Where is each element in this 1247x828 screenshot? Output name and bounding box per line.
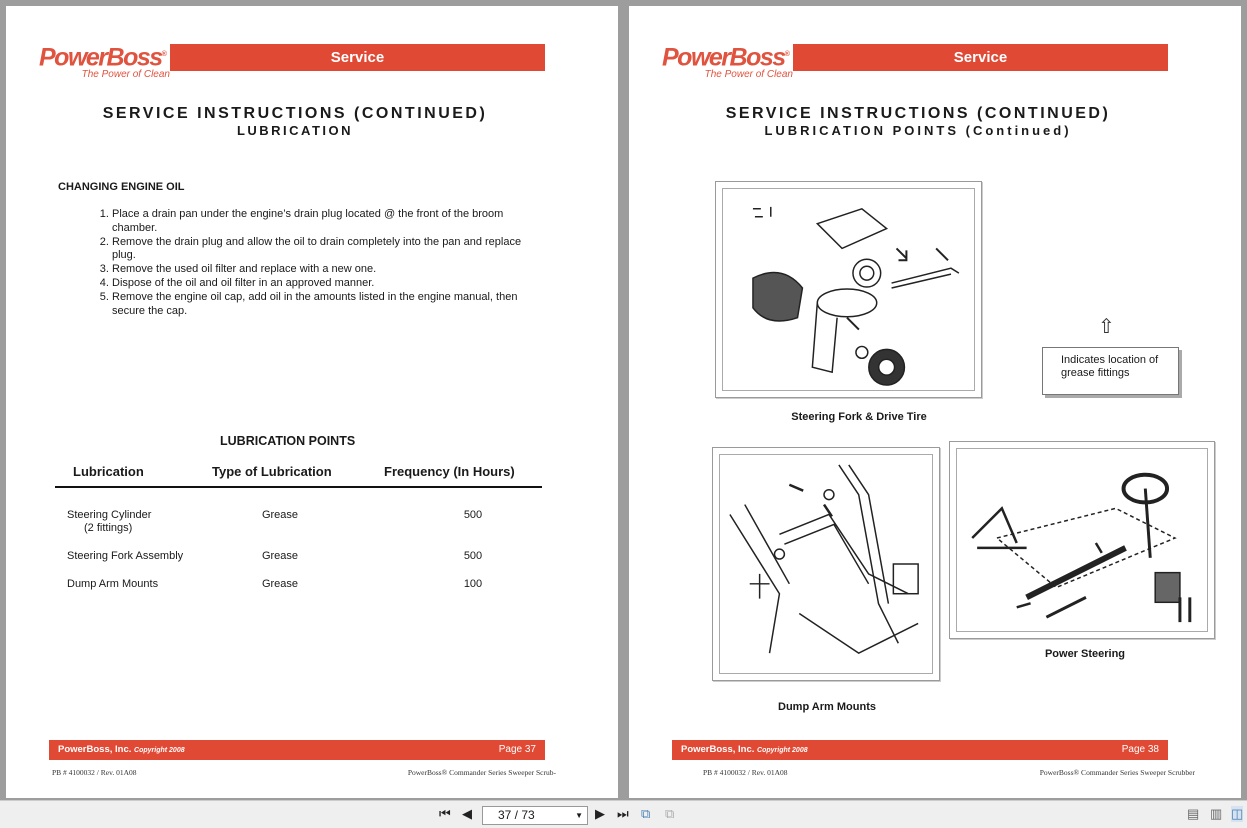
table-title: LUBRICATION POINTS <box>220 434 356 448</box>
page-37 <box>6 6 618 798</box>
page-number: Page 37 <box>498 744 536 755</box>
powerboss-logo: PowerBoss® The Power of Clean <box>39 43 170 81</box>
cell-note: (2 fittings) <box>84 522 133 534</box>
page-selector[interactable] <box>482 806 588 825</box>
page-title: SERVICE INSTRUCTIONS (CONTINUED) <box>102 105 488 122</box>
step: 1. Place a drain pan under the engine’s drain plug located @ the front of the broom chamber. <box>112 208 542 236</box>
footer-company: PowerBoss, Inc. <box>58 744 132 755</box>
column-header: Lubrication <box>73 464 144 479</box>
page-subtitle: LUBRICATION POINTS (Continued) <box>764 123 1072 138</box>
legend-box: Indicates location of grease fittings <box>1042 347 1179 395</box>
column-header: Frequency (In Hours) <box>384 464 515 479</box>
footer-copyright: Copyright 2008 <box>134 747 185 754</box>
first-page-icon[interactable]: ⏮ <box>439 806 451 821</box>
cell-frequency: 100 <box>463 578 483 590</box>
table-divider <box>55 486 542 488</box>
next-page-icon[interactable]: ▶ <box>595 806 605 821</box>
column-header: Type of Lubrication <box>212 464 332 479</box>
cell-item: Steering Fork Assembly <box>67 550 184 562</box>
cell-item: Steering Cylinder <box>67 509 152 521</box>
page-indicator: 37 / 73 <box>498 808 535 822</box>
dump-arm-illustration <box>719 454 933 674</box>
figure-caption: Power Steering <box>1044 648 1126 660</box>
step: 5. Remove the engine oil cap, add oil in the amounts listed in the engine manual, then secure the cap. <box>112 291 542 319</box>
copy-page-icon[interactable]: ⧉ <box>641 806 651 821</box>
cell-frequency: 500 <box>463 509 483 521</box>
grease-arrow-icon: ⇧ <box>1098 316 1115 338</box>
footer-bar <box>49 740 545 760</box>
figure-caption: Steering Fork & Drive Tire <box>791 411 927 423</box>
footer-company: PowerBoss, Inc. <box>681 744 755 755</box>
footer-bar <box>672 740 1168 760</box>
page-38 <box>629 6 1241 798</box>
single-page-view-icon[interactable]: ▤ <box>1187 806 1200 821</box>
step: 3. Remove the used oil filter and replace with a new one. <box>112 263 542 277</box>
service-header-bar: Service <box>793 44 1168 71</box>
footer-copyright: Copyright 2008 <box>757 747 808 754</box>
steering-fork-diagram <box>715 181 982 398</box>
section-heading: CHANGING ENGINE OIL <box>58 181 185 193</box>
product-name: PowerBoss® Commander Series Sweeper Scrubber <box>1039 768 1195 777</box>
paste-page-icon[interactable]: ⧉ <box>665 806 675 821</box>
power-steering-illustration <box>956 448 1208 632</box>
cell-item: Dump Arm Mounts <box>67 578 159 590</box>
figure-caption: Dump Arm Mounts <box>778 701 876 713</box>
doc-number: PB # 4100032 / Rev. 01A08 <box>703 768 788 777</box>
doc-number: PB # 4100032 / Rev. 01A08 <box>52 768 137 777</box>
step: 4. Dispose of the oil and oil filter in an approved manner. <box>112 277 542 291</box>
cell-type: Grease <box>261 578 299 590</box>
cell-frequency: 500 <box>463 550 483 562</box>
viewer-toolbar <box>0 800 1247 828</box>
page-title: SERVICE INSTRUCTIONS (CONTINUED) <box>725 105 1111 122</box>
dropdown-arrow-icon: ▼ <box>575 811 583 820</box>
page-subtitle: LUBRICATION <box>236 123 354 138</box>
two-page-view-icon[interactable]: ◫ <box>1231 806 1244 821</box>
service-header-bar: Service <box>170 44 545 71</box>
product-name: PowerBoss® Commander Series Sweeper Scrub- <box>407 768 556 777</box>
last-page-icon[interactable]: ⏭ <box>617 806 629 821</box>
power-steering-diagram <box>949 441 1215 639</box>
powerboss-logo: PowerBoss® The Power of Clean <box>662 43 793 81</box>
steering-fork-illustration <box>722 188 975 391</box>
previous-page-icon[interactable]: ◀ <box>462 806 472 821</box>
oil-change-steps <box>112 208 542 318</box>
cell-type: Grease <box>261 550 299 562</box>
page-number: Page 38 <box>1121 744 1159 755</box>
continuous-view-icon[interactable]: ▥ <box>1210 806 1223 821</box>
step: 2. Remove the drain plug and allow the oil to drain completely into the pan and replace plug. <box>112 236 542 264</box>
dump-arm-diagram <box>712 447 940 681</box>
cell-type: Grease <box>261 509 299 521</box>
